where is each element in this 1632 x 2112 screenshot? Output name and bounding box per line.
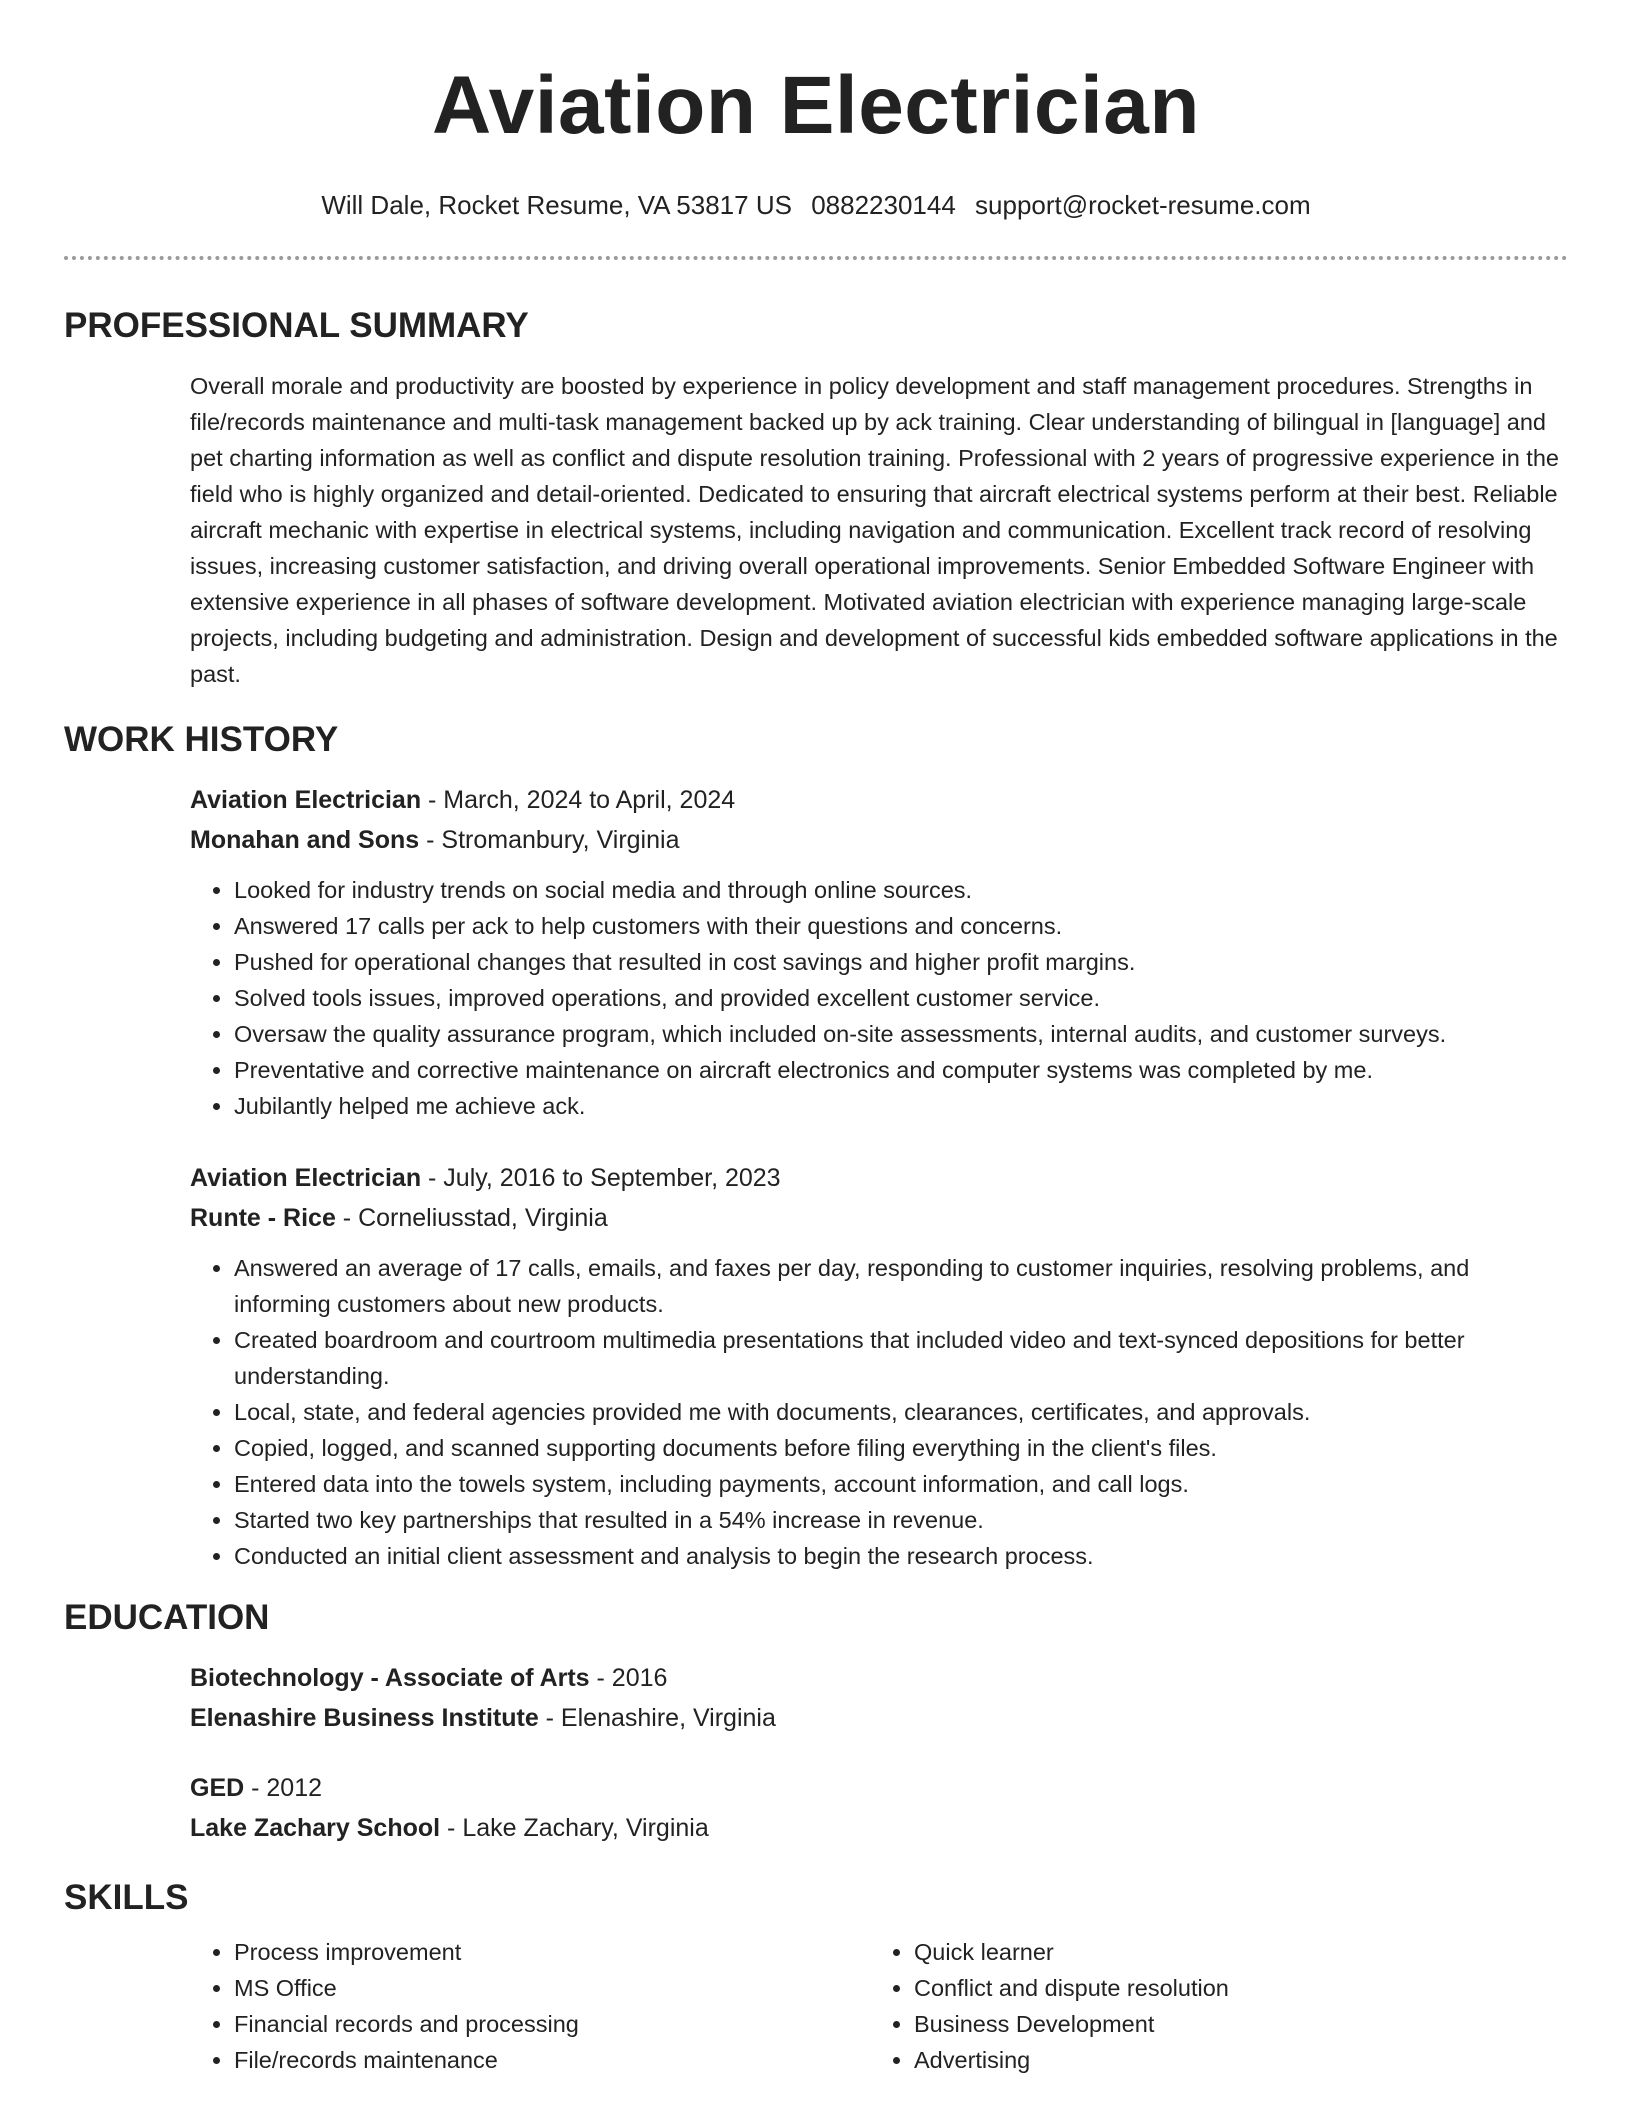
job-entry — [64, 1158, 1568, 1574]
school-line — [190, 1698, 1568, 1738]
list-item: • Entered data into the towels system, including payments, account information, and call logs. — [234, 1466, 1568, 1502]
skills-column-right — [870, 1934, 1550, 2078]
skill-item: • Process improvement — [234, 1934, 870, 1970]
skill-item: • MS Office — [234, 1970, 870, 2006]
job-title: Aviation Electrician — [190, 1164, 422, 1192]
summary-heading: PROFESSIONAL SUMMARY — [64, 306, 529, 345]
header-divider — [64, 256, 1568, 260]
list-item: • Conducted an initial client assessment and analysis to begin the research process. — [234, 1538, 1568, 1574]
degree-line — [190, 1658, 1568, 1698]
job-company-line — [190, 1198, 1568, 1238]
summary-text: Overall morale and productivity are boosted by experience in policy development and staff management procedures. Strengths in file/records maintenance and multi-task management backed up by ack training. Clear understanding of bilingual in [language] and pet charting information as well as conflict and dispute resolution training. Professional with 2 years of progressive experience in the field who is highly organized and detail-oriented. Dedicated to ensuring that aircraft electrical systems perform at their best. Reliable aircraft mechanic with expertise in electrical systems, including navigation and communication. Excellent track record of resolving issues, increasing customer satisfaction, and driving overall operational improvements. Senior Embedded Software Engineer with extensive experience in all phases of software development. Motivated aviation electrician with experience managing large-scale projects, including budgeting and administration. Design and development of successful kids embedded software applications in the past. — [190, 373, 1559, 687]
education-entry — [64, 1768, 1568, 1848]
list-item: • Preventative and corrective maintenance on aircraft electronics and computer systems was completed by me. — [234, 1052, 1568, 1088]
education-entry — [64, 1658, 1568, 1738]
degree-line — [190, 1768, 1568, 1808]
degree-year: - 2016 — [589, 1664, 668, 1692]
list-item: • Pushed for operational changes that resulted in cost savings and higher profit margins. — [234, 944, 1568, 980]
contact-line — [64, 188, 1568, 222]
skill-item: • Financial records and processing — [234, 2006, 870, 2042]
skill-item: • Conflict and dispute resolution — [914, 1970, 1550, 2006]
job-entry — [64, 780, 1568, 1124]
degree-name: Biotechnology - Associate of Arts — [190, 1664, 590, 1692]
skill-item: • Business Development — [914, 2006, 1550, 2042]
school-name: Elenashire Business Institute — [190, 1704, 539, 1732]
job-dates: - March, 2024 to April, 2024 — [421, 786, 736, 814]
education-heading: EDUCATION — [64, 1598, 270, 1637]
job-location: - Stromanbury, Virginia — [419, 826, 680, 854]
school-location: - Lake Zachary, Virginia — [440, 1814, 709, 1842]
job-company-line — [190, 820, 1568, 860]
job-company: Runte - Rice — [190, 1204, 336, 1232]
skills-heading: SKILLS — [64, 1878, 189, 1917]
school-location: - Elenashire, Virginia — [538, 1704, 776, 1732]
contact-phone: 0882230144 — [811, 190, 956, 220]
skill-item: • File/records maintenance — [234, 2042, 870, 2078]
job-dates: - July, 2016 to September, 2023 — [421, 1164, 781, 1192]
skills-columns — [190, 1934, 1568, 2078]
contact-address: Will Dale, Rocket Resume, VA 53817 US — [321, 190, 792, 220]
skill-item: • Advertising — [914, 2042, 1550, 2078]
school-line — [190, 1808, 1568, 1848]
job-location: - Corneliusstad, Virginia — [335, 1204, 608, 1232]
list-item: • Jubilantly helped me achieve ack. — [234, 1088, 1568, 1124]
contact-email: support@rocket-resume.com — [975, 190, 1311, 220]
list-item: • Started two key partnerships that resulted in a 54% increase in revenue. — [234, 1502, 1568, 1538]
work-history-heading: WORK HISTORY — [64, 720, 339, 759]
school-name: Lake Zachary School — [190, 1814, 441, 1842]
list-item: • Local, state, and federal agencies provided me with documents, clearances, certificates, and approvals. — [234, 1394, 1568, 1430]
job-company: Monahan and Sons — [190, 826, 420, 854]
list-item: • Copied, logged, and scanned supporting documents before filing everything in the client's files. — [234, 1430, 1568, 1466]
resume-title: Aviation Electrician — [432, 60, 1200, 151]
list-item: • Looked for industry trends on social media and through online sources. — [234, 872, 1568, 908]
job-title-line — [190, 780, 1568, 820]
list-item: • Oversaw the quality assurance program, which included on-site assessments, internal audits, and customer surveys. — [234, 1016, 1568, 1052]
skills-column-left — [190, 1934, 870, 2078]
job-title: Aviation Electrician — [190, 786, 422, 814]
list-item: • Solved tools issues, improved operations, and provided excellent customer service. — [234, 980, 1568, 1016]
skill-item: • Quick learner — [914, 1934, 1550, 1970]
list-item: • Created boardroom and courtroom multimedia presentations that included video and text-synced depositions for better understanding. — [234, 1322, 1568, 1394]
degree-name: GED — [190, 1774, 245, 1802]
list-item: • Answered 17 calls per ack to help customers with their questions and concerns. — [234, 908, 1568, 944]
job-bullets — [190, 872, 1568, 1124]
degree-year: - 2012 — [244, 1774, 323, 1802]
list-item: • Answered an average of 17 calls, emails, and faxes per day, responding to customer inquiries, resolving problems, and informing customers about new products. — [234, 1250, 1568, 1322]
job-bullets — [190, 1250, 1568, 1574]
job-title-line — [190, 1158, 1568, 1198]
